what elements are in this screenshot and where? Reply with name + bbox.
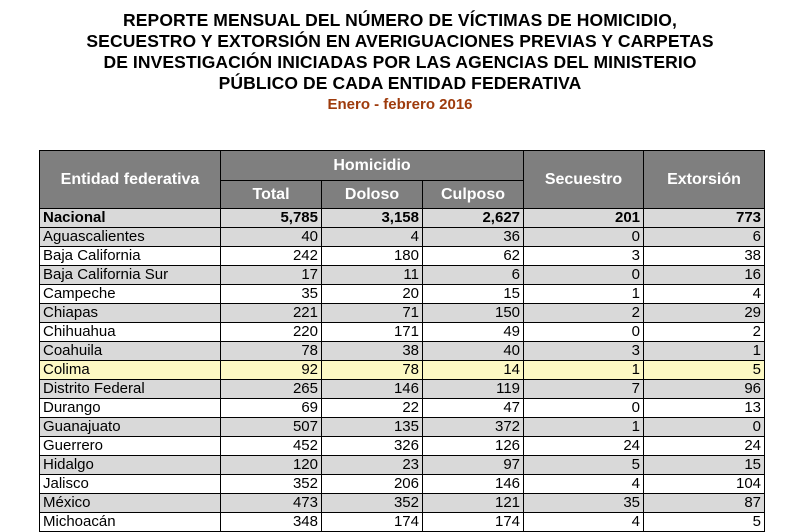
header-homicidio: Homicidio — [221, 151, 524, 181]
extorsion-cell: 15 — [644, 456, 765, 475]
total-cell: 35 — [221, 285, 322, 304]
extorsion-cell: 5 — [644, 513, 765, 532]
total-cell: 242 — [221, 247, 322, 266]
table-row — [40, 418, 765, 437]
total-cell: 352 — [221, 475, 322, 494]
total-cell: 220 — [221, 323, 322, 342]
victims-table — [39, 150, 765, 532]
entidad-cell: Baja California — [40, 247, 221, 266]
doloso-cell: 171 — [322, 323, 423, 342]
report-header — [0, 10, 800, 115]
total-cell: 69 — [221, 399, 322, 418]
secuestro-cell: 3 — [524, 247, 644, 266]
total-cell: 507 — [221, 418, 322, 437]
report-title-line-3: DE INVESTIGACIÓN INICIADAS POR LAS AGENCIAS DEL MINISTERIO — [103, 52, 697, 72]
secuestro-cell: 4 — [524, 513, 644, 532]
entidad-cell: Chiapas — [40, 304, 221, 323]
table-row — [40, 323, 765, 342]
table-row — [40, 513, 765, 532]
entidad-cell: México — [40, 494, 221, 513]
doloso-cell: 180 — [322, 247, 423, 266]
secuestro-cell: 201 — [524, 209, 644, 228]
table-row — [40, 285, 765, 304]
culposo-cell: 36 — [423, 228, 524, 247]
culposo-cell: 146 — [423, 475, 524, 494]
table-row — [40, 209, 765, 228]
extorsion-cell: 13 — [644, 399, 765, 418]
doloso-cell: 22 — [322, 399, 423, 418]
table-row — [40, 228, 765, 247]
table-row — [40, 494, 765, 513]
extorsion-cell: 2 — [644, 323, 765, 342]
secuestro-cell: 2 — [524, 304, 644, 323]
doloso-cell: 326 — [322, 437, 423, 456]
total-cell: 221 — [221, 304, 322, 323]
table-row — [40, 399, 765, 418]
secuestro-cell: 0 — [524, 399, 644, 418]
table-row — [40, 361, 765, 380]
secuestro-cell: 4 — [524, 475, 644, 494]
table-row — [40, 304, 765, 323]
culposo-cell: 40 — [423, 342, 524, 361]
header-secuestro: Secuestro — [524, 151, 644, 209]
doloso-cell: 206 — [322, 475, 423, 494]
table-row — [40, 266, 765, 285]
secuestro-cell: 0 — [524, 228, 644, 247]
entidad-cell: Baja California Sur — [40, 266, 221, 285]
culposo-cell: 14 — [423, 361, 524, 380]
table-row — [40, 380, 765, 399]
extorsion-cell: 1 — [644, 342, 765, 361]
extorsion-cell: 4 — [644, 285, 765, 304]
total-cell: 120 — [221, 456, 322, 475]
doloso-cell: 11 — [322, 266, 423, 285]
culposo-cell: 174 — [423, 513, 524, 532]
entidad-cell: Nacional — [40, 209, 221, 228]
table-row — [40, 342, 765, 361]
doloso-cell: 20 — [322, 285, 423, 304]
extorsion-cell: 5 — [644, 361, 765, 380]
secuestro-cell: 1 — [524, 285, 644, 304]
entidad-cell: Hidalgo — [40, 456, 221, 475]
doloso-cell: 71 — [322, 304, 423, 323]
culposo-cell: 49 — [423, 323, 524, 342]
culposo-cell: 126 — [423, 437, 524, 456]
culposo-cell: 15 — [423, 285, 524, 304]
secuestro-cell: 1 — [524, 361, 644, 380]
extorsion-cell: 96 — [644, 380, 765, 399]
total-cell: 348 — [221, 513, 322, 532]
secuestro-cell: 24 — [524, 437, 644, 456]
table-row — [40, 247, 765, 266]
header-doloso: Doloso — [322, 181, 423, 209]
total-cell: 17 — [221, 266, 322, 285]
extorsion-cell: 38 — [644, 247, 765, 266]
culposo-cell: 62 — [423, 247, 524, 266]
entidad-cell: Jalisco — [40, 475, 221, 494]
entidad-cell: Guerrero — [40, 437, 221, 456]
total-cell: 265 — [221, 380, 322, 399]
culposo-cell: 47 — [423, 399, 524, 418]
header-culposo: Culposo — [423, 181, 524, 209]
table-body — [40, 209, 765, 532]
secuestro-cell: 5 — [524, 456, 644, 475]
header-total: Total — [221, 181, 322, 209]
entidad-cell: Colima — [40, 361, 221, 380]
report-period: Enero - febrero 2016 — [327, 96, 473, 113]
extorsion-cell: 16 — [644, 266, 765, 285]
extorsion-cell: 6 — [644, 228, 765, 247]
total-cell: 40 — [221, 228, 322, 247]
extorsion-cell: 24 — [644, 437, 765, 456]
culposo-cell: 2,627 — [423, 209, 524, 228]
total-cell: 473 — [221, 494, 322, 513]
doloso-cell: 3,158 — [322, 209, 423, 228]
doloso-cell: 174 — [322, 513, 423, 532]
total-cell: 5,785 — [221, 209, 322, 228]
culposo-cell: 150 — [423, 304, 524, 323]
doloso-cell: 23 — [322, 456, 423, 475]
entidad-cell: Distrito Federal — [40, 380, 221, 399]
extorsion-cell: 773 — [644, 209, 765, 228]
entidad-cell: Coahuila — [40, 342, 221, 361]
doloso-cell: 352 — [322, 494, 423, 513]
culposo-cell: 119 — [423, 380, 524, 399]
table-row — [40, 456, 765, 475]
secuestro-cell: 1 — [524, 418, 644, 437]
table-row — [40, 437, 765, 456]
culposo-cell: 97 — [423, 456, 524, 475]
culposo-cell: 372 — [423, 418, 524, 437]
entidad-cell: Aguascalientes — [40, 228, 221, 247]
total-cell: 92 — [221, 361, 322, 380]
entidad-cell: Campeche — [40, 285, 221, 304]
entidad-cell: Guanajuato — [40, 418, 221, 437]
report-title-line-4: PÚBLICO DE CADA ENTIDAD FEDERATIVA — [218, 73, 582, 93]
secuestro-cell: 0 — [524, 266, 644, 285]
extorsion-cell: 0 — [644, 418, 765, 437]
doloso-cell: 146 — [322, 380, 423, 399]
culposo-cell: 121 — [423, 494, 524, 513]
header-extorsion: Extorsión — [644, 151, 765, 209]
culposo-cell: 6 — [423, 266, 524, 285]
secuestro-cell: 7 — [524, 380, 644, 399]
extorsion-cell: 104 — [644, 475, 765, 494]
report-title-line-1: REPORTE MENSUAL DEL NÚMERO DE VÍCTIMAS DE HOMICIDIO, — [123, 10, 677, 30]
total-cell: 452 — [221, 437, 322, 456]
doloso-cell: 135 — [322, 418, 423, 437]
table-row — [40, 475, 765, 494]
report-title-line-2: SECUESTRO Y EXTORSIÓN EN AVERIGUACIONES PREVIAS Y CARPETAS — [86, 31, 714, 51]
header-entidad: Entidad federativa — [40, 151, 221, 209]
extorsion-cell: 29 — [644, 304, 765, 323]
doloso-cell: 38 — [322, 342, 423, 361]
secuestro-cell: 3 — [524, 342, 644, 361]
doloso-cell: 78 — [322, 361, 423, 380]
secuestro-cell: 0 — [524, 323, 644, 342]
entidad-cell: Chihuahua — [40, 323, 221, 342]
entidad-cell: Durango — [40, 399, 221, 418]
extorsion-cell: 87 — [644, 494, 765, 513]
secuestro-cell: 35 — [524, 494, 644, 513]
doloso-cell: 4 — [322, 228, 423, 247]
total-cell: 78 — [221, 342, 322, 361]
entidad-cell: Michoacán — [40, 513, 221, 532]
